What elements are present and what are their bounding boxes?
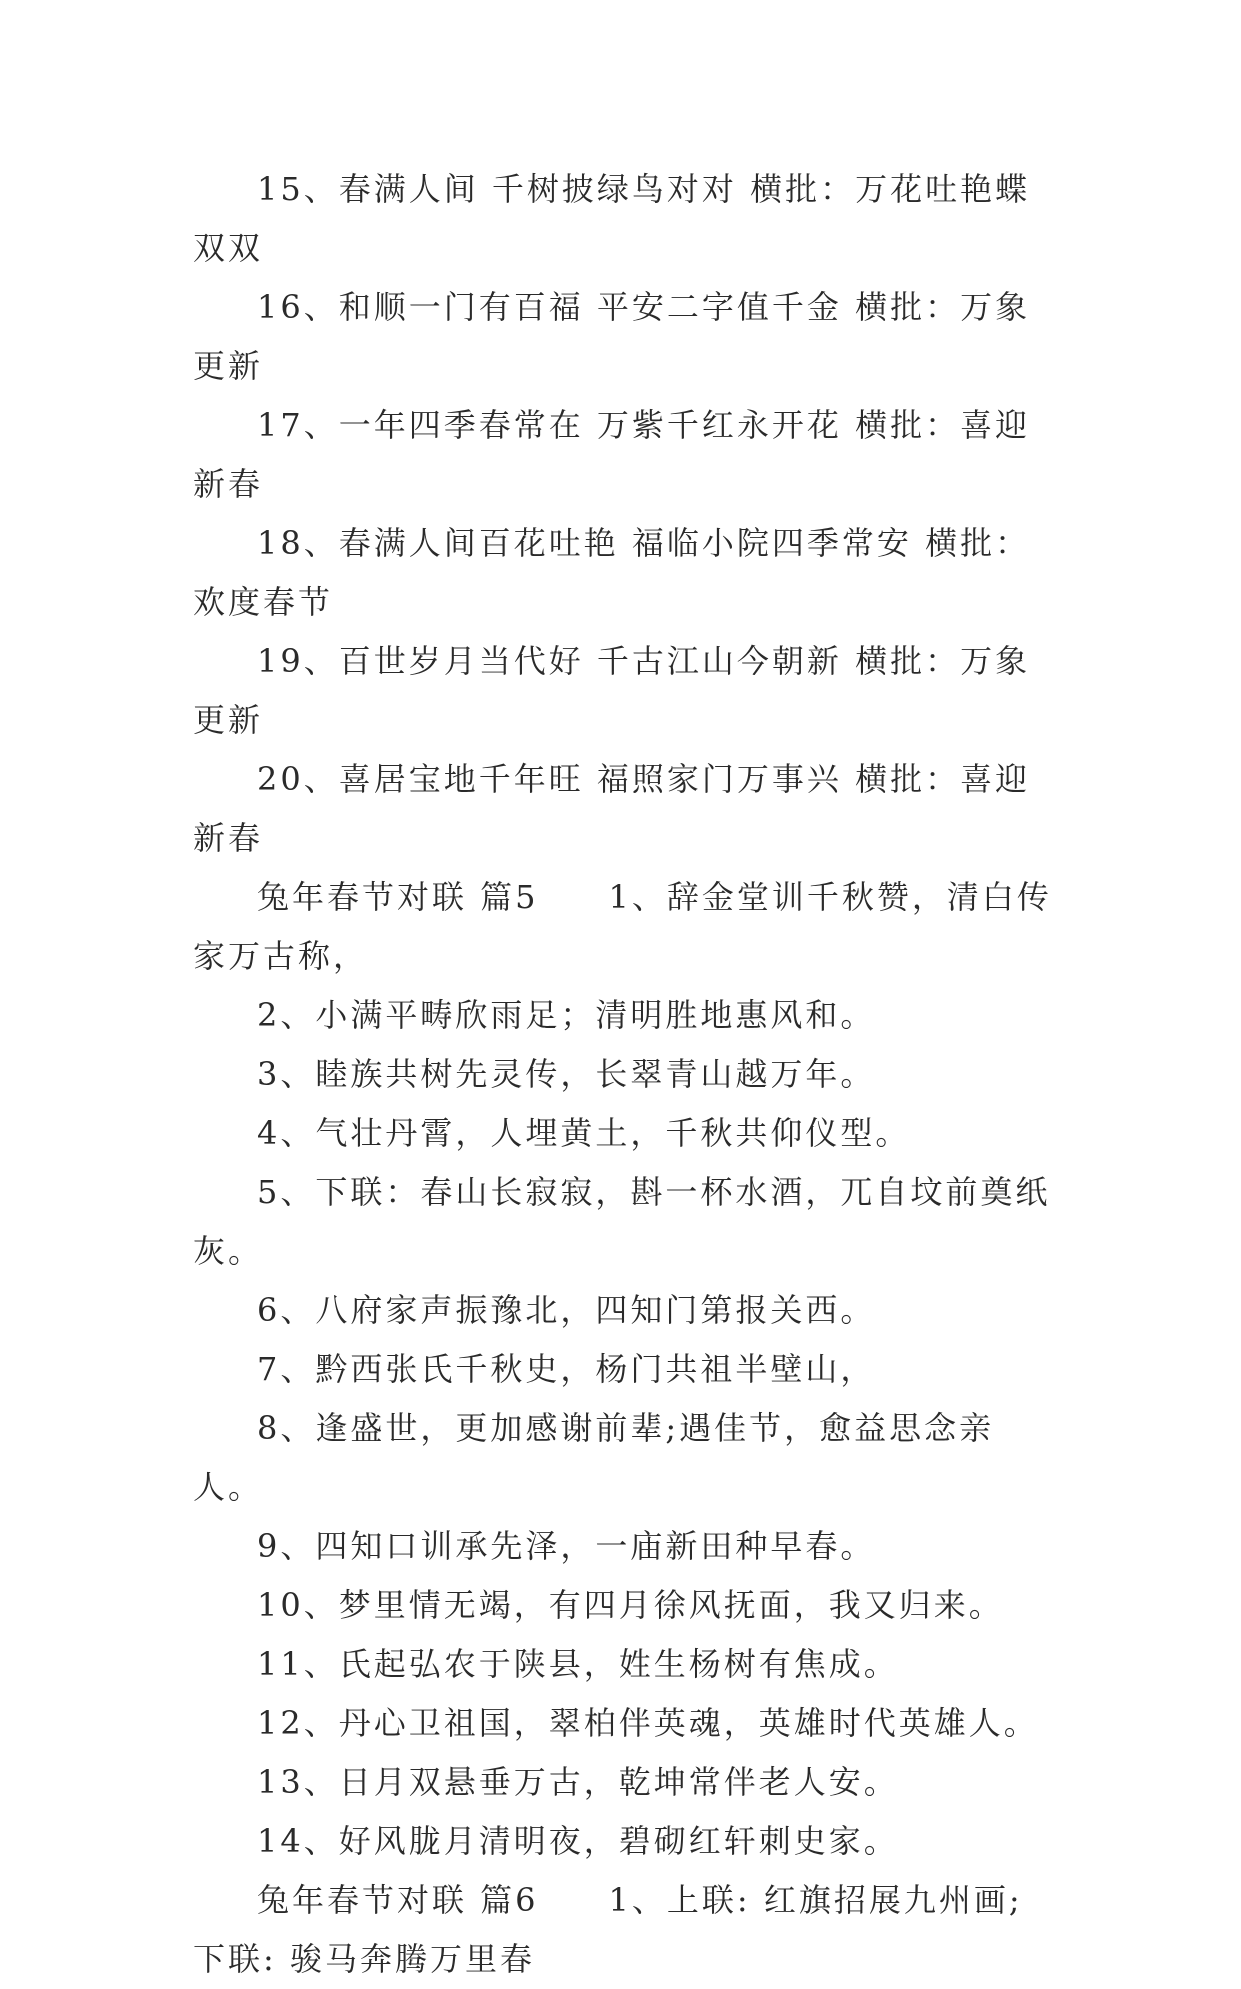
couplet-line-16: 16、和顺一门有百福 平安二字值千金 横批：万象更新	[193, 288, 1031, 385]
couplet-line-s5-11: 11、氏起弘农于陕县，姓生杨树有焦成。	[257, 1645, 899, 1683]
couplet-line-s5-13: 13、日月双悬垂万古，乾坤常伴老人安。	[257, 1763, 899, 1801]
couplet-line-20: 20、喜居宝地千年旺 福照家门万事兴 横批：喜迎新春	[193, 760, 1031, 857]
couplet-line-18: 18、春满人间百花吐艳 福临小院四季常安 横批：欢度春节	[193, 524, 1031, 621]
couplet-line-17: 17、一年四季春常在 万紫千红永开花 横批：喜迎新春	[193, 406, 1031, 503]
document-body	[193, 160, 1053, 1989]
couplet-line-19: 19、百世岁月当代好 千古江山今朝新 横批：万象更新	[193, 642, 1031, 739]
couplet-line-s5-14: 14、好风胧月清明夜，碧砌红轩刺史家。	[257, 1822, 899, 1860]
couplet-line-s5-12: 12、丹心卫祖国，翠柏伴英魂，英雄时代英雄人。	[257, 1704, 1039, 1742]
couplet-line-s5-3: 3、睦族共树先灵传，长翠青山越万年。	[257, 1055, 876, 1093]
couplet-line-s5-5: 5、下联：春山长寂寂，斟一杯水酒，兀自坟前奠纸灰。	[193, 1173, 1051, 1270]
section-5-heading-line: 兔年春节对联 篇5 1、辞金堂训千秋赞，清白传家万古称，	[193, 878, 1052, 975]
couplet-line-s5-4: 4、气壮丹霄，人埋黄土，千秋共仰仪型。	[257, 1114, 911, 1152]
couplet-line-s5-2: 2、小满平畴欣雨足；清明胜地惠风和。	[257, 996, 876, 1034]
couplet-line-s5-8: 8、逢盛世，更加感谢前辈;遇佳节，愈益思念亲人。	[193, 1409, 995, 1506]
section-6-heading-line: 兔年春节对联 篇6 1、上联: 红旗招展九州画;下联: 骏马奔腾万里春	[193, 1881, 1023, 1978]
couplet-line-s5-9: 9、四知口训承先泽，一庙新田种早春。	[257, 1527, 876, 1565]
couplet-line-s5-7: 7、黔西张氏千秋史，杨门共祖半壁山，	[257, 1350, 876, 1388]
couplet-line-15: 15、春满人间 千树披绿鸟对对 横批：万花吐艳蝶双双	[193, 170, 1031, 267]
couplet-line-s5-10: 10、梦里情无竭，有四月徐风抚面，我又归来。	[257, 1586, 1004, 1624]
couplet-line-s5-6: 6、八府家声振豫北，四知门第报关西。	[257, 1291, 876, 1329]
